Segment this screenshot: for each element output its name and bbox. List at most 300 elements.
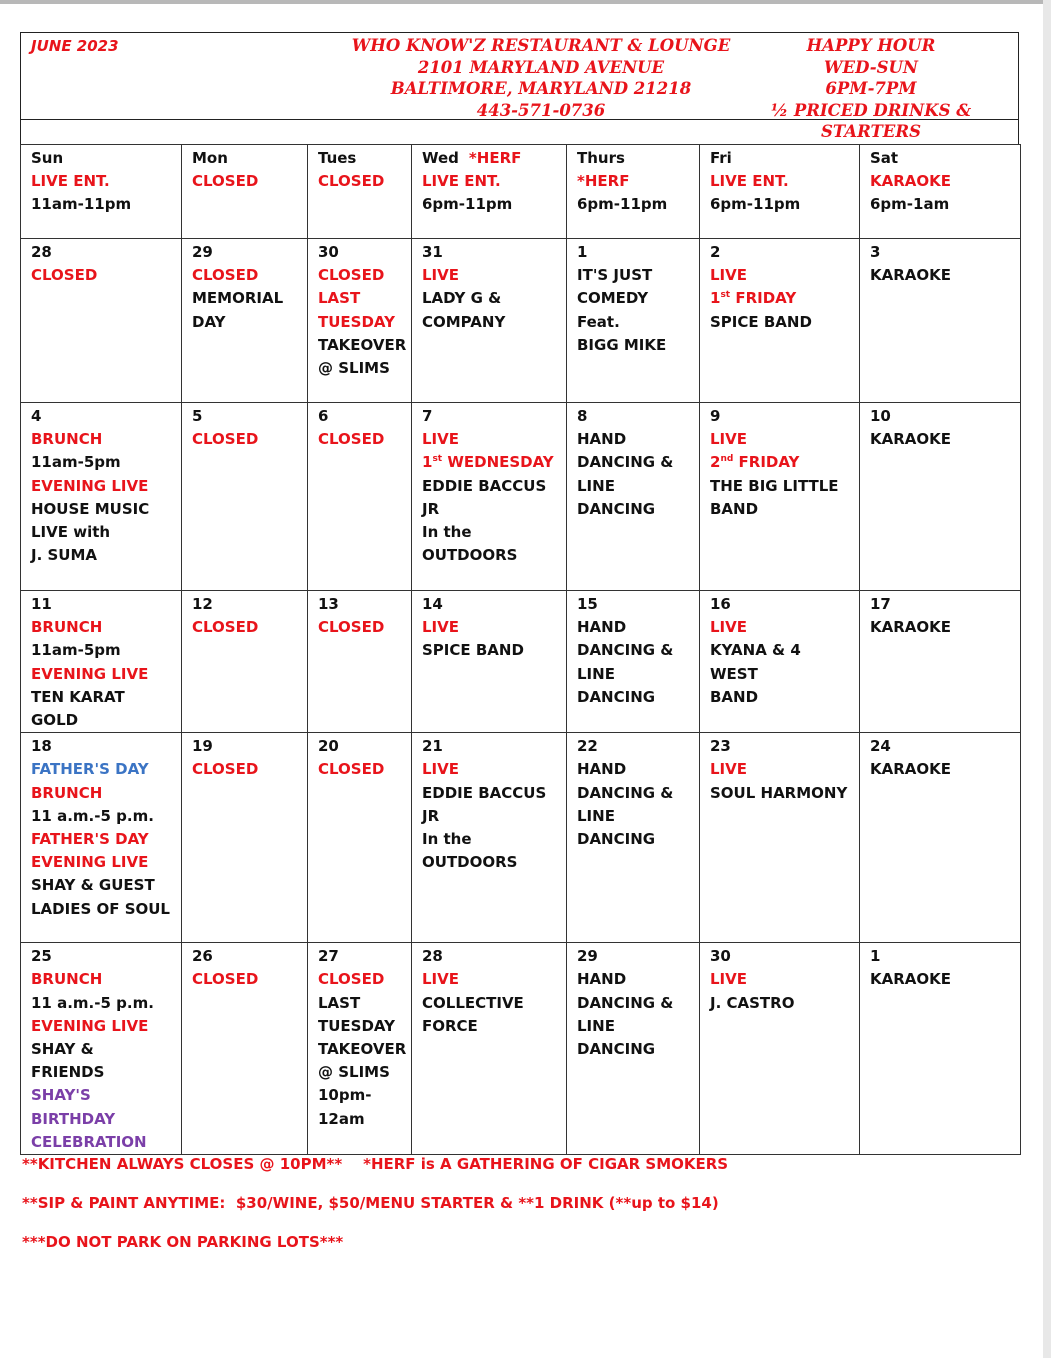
weekday-cell [412, 145, 567, 239]
event-text: 6pm-1am [870, 195, 950, 214]
event-line [577, 428, 689, 451]
day-number: 15 [577, 595, 598, 613]
event-text: LAST [318, 289, 361, 308]
day-number: 20 [318, 737, 339, 756]
day-number: 23 [710, 737, 731, 756]
day-cell [567, 239, 700, 403]
day-cell [412, 403, 567, 591]
event-line [192, 264, 297, 287]
day-number: 7 [422, 407, 433, 425]
event-line [31, 193, 171, 216]
day-number: 30 [710, 947, 731, 966]
event-text: DANCING & [577, 783, 674, 802]
event-text: TAKEOVER [318, 335, 407, 354]
day-number: 13 [318, 595, 339, 613]
event-line [31, 639, 171, 662]
event-text: DANCING & [577, 453, 674, 472]
weekday-name [192, 147, 297, 170]
day-number: 16 [710, 595, 731, 613]
day-number: 2 [710, 243, 721, 261]
event-text: 6pm-11pm [422, 195, 513, 214]
event-text: 1 [422, 453, 433, 472]
event-text: JR [422, 806, 440, 825]
day-cell [567, 591, 700, 733]
event-text: LIVE [710, 618, 747, 637]
day-cell [182, 403, 308, 591]
event-line [422, 851, 556, 874]
event-line [192, 170, 297, 193]
day-number: 8 [577, 407, 588, 425]
event-line [31, 264, 171, 287]
event-line [422, 828, 556, 851]
event-line [318, 1038, 407, 1061]
event-line [422, 498, 556, 521]
event-line [870, 264, 1010, 287]
event-text: CLOSED [192, 172, 259, 191]
day-number: 10 [870, 407, 891, 425]
month-label: JUNE 2023 [31, 37, 119, 55]
event-line [577, 334, 689, 357]
event-line [577, 663, 689, 686]
footer-kitchen-note: **KITCHEN ALWAYS CLOSES @ 10PM** *HERF is A GATHERING OF CIGAR SMOKERS [22, 1155, 729, 1173]
day-cell [182, 943, 308, 1155]
day-cell [308, 403, 412, 591]
event-text: TAKEOVER [318, 1040, 407, 1059]
event-line [422, 193, 556, 216]
event-text: LIVE [422, 760, 459, 779]
weekday-cell [21, 145, 182, 239]
event-line [577, 498, 689, 521]
event-line [577, 287, 689, 310]
event-text: In the [422, 830, 472, 849]
event-text: LIVE [422, 618, 459, 637]
event-text: EVENING LIVE [31, 664, 149, 683]
event-line [710, 287, 849, 310]
event-text: LADY G & [422, 289, 502, 308]
event-line [577, 805, 689, 828]
event-text: J. SUMA [31, 546, 98, 565]
restaurant-phone: 443-571-0736 [476, 100, 606, 120]
event-text: JR [422, 499, 440, 518]
calendar-table [20, 144, 1021, 1155]
event-line [31, 1131, 171, 1154]
event-text: LIVE ENT. [31, 172, 110, 191]
event-text: LINE [577, 476, 615, 495]
event-text: FORCE [422, 1016, 478, 1035]
event-text: EVENING LIVE [31, 476, 149, 495]
event-line [577, 193, 689, 216]
weekday-label: Fri [710, 149, 732, 167]
event-text: LIVE [422, 430, 459, 449]
event-line [577, 639, 689, 662]
weekday-label: Wed [422, 149, 459, 167]
event-text: LADIES OF SOUL [31, 899, 170, 918]
weekday-label: Thurs [577, 149, 625, 167]
day-cell [567, 943, 700, 1155]
event-text: LINE [577, 664, 615, 683]
event-line [422, 968, 556, 991]
event-text: EDDIE BACCUS [422, 476, 547, 495]
event-line [318, 287, 401, 310]
event-text: 6pm-11pm [577, 195, 668, 214]
event-text: DANCING [577, 830, 656, 849]
event-line [422, 992, 556, 1015]
footer-parking-note: ***DO NOT PARK ON PARKING LOTS*** [22, 1233, 344, 1251]
event-text: LINE [577, 806, 615, 825]
event-line [870, 616, 1010, 639]
event-line [192, 428, 297, 451]
event-text: LIVE [710, 760, 747, 779]
event-text: CLOSED [318, 430, 385, 449]
weekday-name [318, 147, 401, 170]
week-row [21, 943, 1021, 1155]
day-cell [182, 733, 308, 943]
day-cell [412, 733, 567, 943]
event-line [710, 170, 849, 193]
day-cell [308, 591, 412, 733]
weekday-label: Sun [31, 149, 64, 167]
week-row [21, 591, 1021, 733]
event-text: KYANA & 4 WEST [710, 641, 801, 683]
day-cell [21, 943, 182, 1155]
event-text: DANCING [577, 499, 656, 518]
day-number: 3 [870, 243, 881, 261]
event-line [710, 616, 849, 639]
event-line [31, 874, 171, 897]
event-text: BRUNCH [31, 783, 103, 802]
event-text: LAST [318, 993, 361, 1012]
event-line [422, 639, 556, 662]
event-text: SPICE BAND [710, 312, 812, 331]
herf-tag: *HERF [468, 149, 522, 167]
event-text: CLOSED [318, 970, 385, 989]
weekday-name [422, 147, 556, 170]
day-number: 18 [31, 737, 52, 756]
event-text: CLOSED [318, 760, 385, 779]
event-text: DANCING & [577, 641, 674, 660]
event-line [710, 639, 849, 685]
event-line [31, 1084, 171, 1107]
event-line [31, 521, 171, 544]
event-text: In the [422, 523, 472, 542]
event-line [31, 451, 171, 474]
week-row [21, 239, 1021, 403]
event-text: THE BIG LITTLE [710, 476, 839, 495]
event-line [710, 428, 849, 451]
event-text: SPICE BAND [422, 641, 524, 660]
day-number: 27 [318, 947, 339, 966]
event-text: BRUNCH [31, 618, 103, 637]
event-text: MEMORIAL [192, 289, 284, 308]
weekday-cell [860, 145, 1021, 239]
event-text: BIGG MIKE [577, 335, 667, 354]
event-line [577, 451, 689, 474]
event-text: *HERF [577, 172, 630, 191]
day-number: 30 [318, 243, 339, 261]
day-number: 25 [31, 947, 52, 966]
day-number: 19 [192, 737, 213, 756]
day-number: 17 [870, 595, 891, 613]
event-text: LINE [577, 1016, 615, 1035]
day-cell [567, 403, 700, 591]
day-cell [308, 943, 412, 1155]
ordinal-suffix: nd [720, 454, 734, 465]
event-text: 12am [318, 1109, 365, 1128]
event-line [710, 264, 849, 287]
day-cell [700, 403, 860, 591]
day-cell [21, 403, 182, 591]
event-line [31, 663, 171, 686]
event-text: J. CASTRO [710, 993, 795, 1012]
event-text: @ SLIMS [318, 1063, 390, 1082]
event-text: LIVE with [31, 523, 111, 542]
event-text: DAY [192, 312, 226, 331]
day-cell [700, 733, 860, 943]
event-line [710, 475, 849, 498]
event-line [577, 170, 689, 193]
day-number: 4 [31, 407, 42, 425]
event-line [31, 170, 171, 193]
day-cell [700, 591, 860, 733]
event-line [192, 758, 297, 781]
event-line [422, 1015, 556, 1038]
happy-hour-days: WED-SUN [824, 57, 918, 77]
event-text: IT'S JUST [577, 266, 653, 285]
day-cell [700, 943, 860, 1155]
day-cell [412, 591, 567, 733]
event-text: 11am-5pm [31, 641, 121, 660]
event-line [422, 311, 556, 334]
event-text: BRUNCH [31, 430, 103, 449]
event-text: DANCING & [577, 993, 674, 1012]
event-text: SHAY & FRIENDS [31, 1040, 105, 1082]
event-line [31, 805, 171, 828]
event-line [422, 475, 556, 498]
event-line [192, 968, 297, 991]
ordinal-suffix: st [720, 290, 731, 301]
day-number: 31 [422, 243, 443, 261]
weekday-label: Mon [192, 149, 228, 167]
event-line [31, 758, 171, 781]
event-text: LIVE [422, 266, 459, 285]
event-line [318, 1061, 401, 1084]
event-text: OUTDOORS [422, 853, 518, 872]
day-number: 26 [192, 947, 213, 966]
weekday-cell [567, 145, 700, 239]
event-line [318, 1015, 401, 1038]
event-text: HOUSE MUSIC [31, 499, 150, 518]
event-line [31, 498, 171, 521]
event-line [318, 1108, 401, 1131]
event-text: KARAOKE [870, 172, 952, 191]
event-text: FATHER'S DAY [31, 760, 149, 779]
event-line [318, 758, 401, 781]
event-line [422, 544, 556, 567]
week-row [21, 403, 1021, 591]
day-cell [567, 733, 700, 943]
event-line [577, 992, 689, 1015]
event-line [31, 428, 171, 451]
event-text: @ SLIMS [318, 359, 390, 378]
happy-hour-title: HAPPY HOUR [806, 36, 936, 55]
event-text: 11am-11pm [31, 195, 132, 214]
day-number: 29 [192, 243, 213, 261]
event-line [422, 451, 556, 474]
weekday-cell [182, 145, 308, 239]
event-line [31, 851, 171, 874]
event-text: CLOSED [192, 618, 259, 637]
event-text: KARAOKE [870, 430, 952, 449]
weekday-cell [308, 145, 412, 239]
event-text: CLOSED [318, 618, 385, 637]
weekday-name [577, 147, 689, 170]
footer-sip-paint-note: **SIP & PAINT ANYTIME: $30/WINE, $50/MENU STARTER & **1 DRINK (**up to $14) [22, 1194, 719, 1212]
day-number: 1 [577, 243, 588, 261]
event-text: CLOSED [192, 266, 259, 285]
event-text: 11 a.m.-5 p.m. [31, 993, 154, 1012]
day-number: 9 [710, 407, 721, 425]
event-text: LIVE ENT. [710, 172, 789, 191]
event-line [577, 311, 689, 334]
event-line [710, 498, 849, 521]
event-line [577, 782, 689, 805]
event-text: LIVE [710, 430, 747, 449]
day-number: 12 [192, 595, 213, 613]
event-text: DANCING [577, 1040, 656, 1059]
restaurant-info [321, 35, 761, 121]
event-line [710, 451, 849, 474]
event-line [422, 264, 556, 287]
happy-hour-time: 6PM-7PM [825, 79, 917, 98]
event-line [577, 1038, 689, 1061]
day-number: 21 [422, 737, 443, 756]
weekday-name [870, 147, 1010, 170]
event-text: CELEBRATION [31, 1132, 147, 1151]
day-number: 11 [31, 595, 52, 613]
event-text: CLOSED [192, 970, 259, 989]
event-text: 10pm- [318, 1086, 372, 1105]
event-text: HAND [577, 430, 627, 449]
happy-hour-deal: ½ PRICED DRINKS & STARTERS [770, 100, 972, 141]
event-text: SHAY'S [31, 1086, 91, 1105]
event-line [422, 758, 556, 781]
restaurant-city: BALTIMORE, MARYLAND 21218 [390, 79, 692, 98]
event-line [870, 193, 1010, 216]
event-line [192, 616, 297, 639]
event-line [710, 686, 849, 709]
day-cell [182, 239, 308, 403]
event-text-rest: WEDNESDAY [442, 453, 554, 472]
page-top-border [0, 0, 1051, 4]
day-number: 1 [870, 947, 881, 966]
event-text: COMEDY [577, 289, 649, 308]
event-line [31, 1015, 171, 1038]
event-text: COMPANY [422, 312, 506, 331]
event-line [31, 544, 171, 567]
ordinal-suffix: st [432, 454, 443, 465]
event-line [577, 475, 689, 498]
event-text: EDDIE BACCUS [422, 783, 547, 802]
event-line [422, 521, 556, 544]
event-line [422, 805, 556, 828]
event-line [318, 170, 401, 193]
event-line [870, 170, 1010, 193]
event-line [318, 264, 401, 287]
day-cell [860, 943, 1021, 1155]
day-cell [860, 403, 1021, 591]
event-text: LIVE [422, 970, 459, 989]
event-text: SOUL HARMONY [710, 783, 848, 802]
event-line [577, 1015, 689, 1038]
event-text: KARAOKE [870, 760, 952, 779]
day-number: 22 [577, 737, 598, 756]
event-text: BIRTHDAY [31, 1109, 116, 1128]
event-line [31, 616, 171, 639]
event-line [192, 311, 297, 334]
event-line [318, 334, 407, 357]
event-line [318, 1084, 401, 1107]
event-text: 11 a.m.-5 p.m. [31, 806, 154, 825]
event-text: CLOSED [318, 172, 385, 191]
day-cell [412, 239, 567, 403]
day-cell [308, 733, 412, 943]
event-line [870, 968, 1010, 991]
event-text: COLLECTIVE [422, 993, 524, 1012]
day-number: 24 [870, 737, 891, 756]
event-text: BRUNCH [31, 970, 103, 989]
event-text: KARAOKE [870, 618, 952, 637]
event-text: EVENING LIVE [31, 853, 149, 872]
weekday-label: Tues [318, 149, 357, 167]
event-line [422, 170, 556, 193]
event-line [577, 758, 689, 781]
event-line [31, 1038, 171, 1084]
event-line [577, 616, 689, 639]
event-line [422, 616, 556, 639]
event-line [710, 968, 849, 991]
weekday-name [710, 147, 849, 170]
event-text-rest: FRIDAY [730, 289, 797, 308]
weekday-name [31, 147, 171, 170]
event-line [710, 782, 849, 805]
event-text: TUESDAY [318, 1016, 395, 1035]
day-number: 28 [422, 947, 443, 966]
weekday-label: Sat [870, 149, 899, 167]
event-text: LIVE [710, 970, 747, 989]
event-text: EVENING LIVE [31, 1016, 149, 1035]
event-text: FATHER'S DAY [31, 830, 149, 849]
day-cell [860, 239, 1021, 403]
day-cell [182, 591, 308, 733]
calendar-header [20, 32, 1019, 141]
event-line [318, 968, 401, 991]
event-text: KARAOKE [870, 970, 952, 989]
event-line [577, 968, 689, 991]
event-text-rest: FRIDAY [733, 453, 800, 472]
day-cell [700, 239, 860, 403]
page-right-margin [1043, 0, 1051, 1358]
day-cell [21, 591, 182, 733]
restaurant-name: WHO KNOW'Z RESTAURANT & LOUNGE [351, 36, 731, 55]
day-cell [308, 239, 412, 403]
event-line [31, 992, 171, 1015]
event-text: 2 [710, 453, 721, 472]
day-cell [412, 943, 567, 1155]
day-number: 6 [318, 407, 329, 425]
event-text: 1 [710, 289, 721, 308]
event-text: BAND [710, 687, 759, 706]
event-text: CLOSED [192, 430, 259, 449]
